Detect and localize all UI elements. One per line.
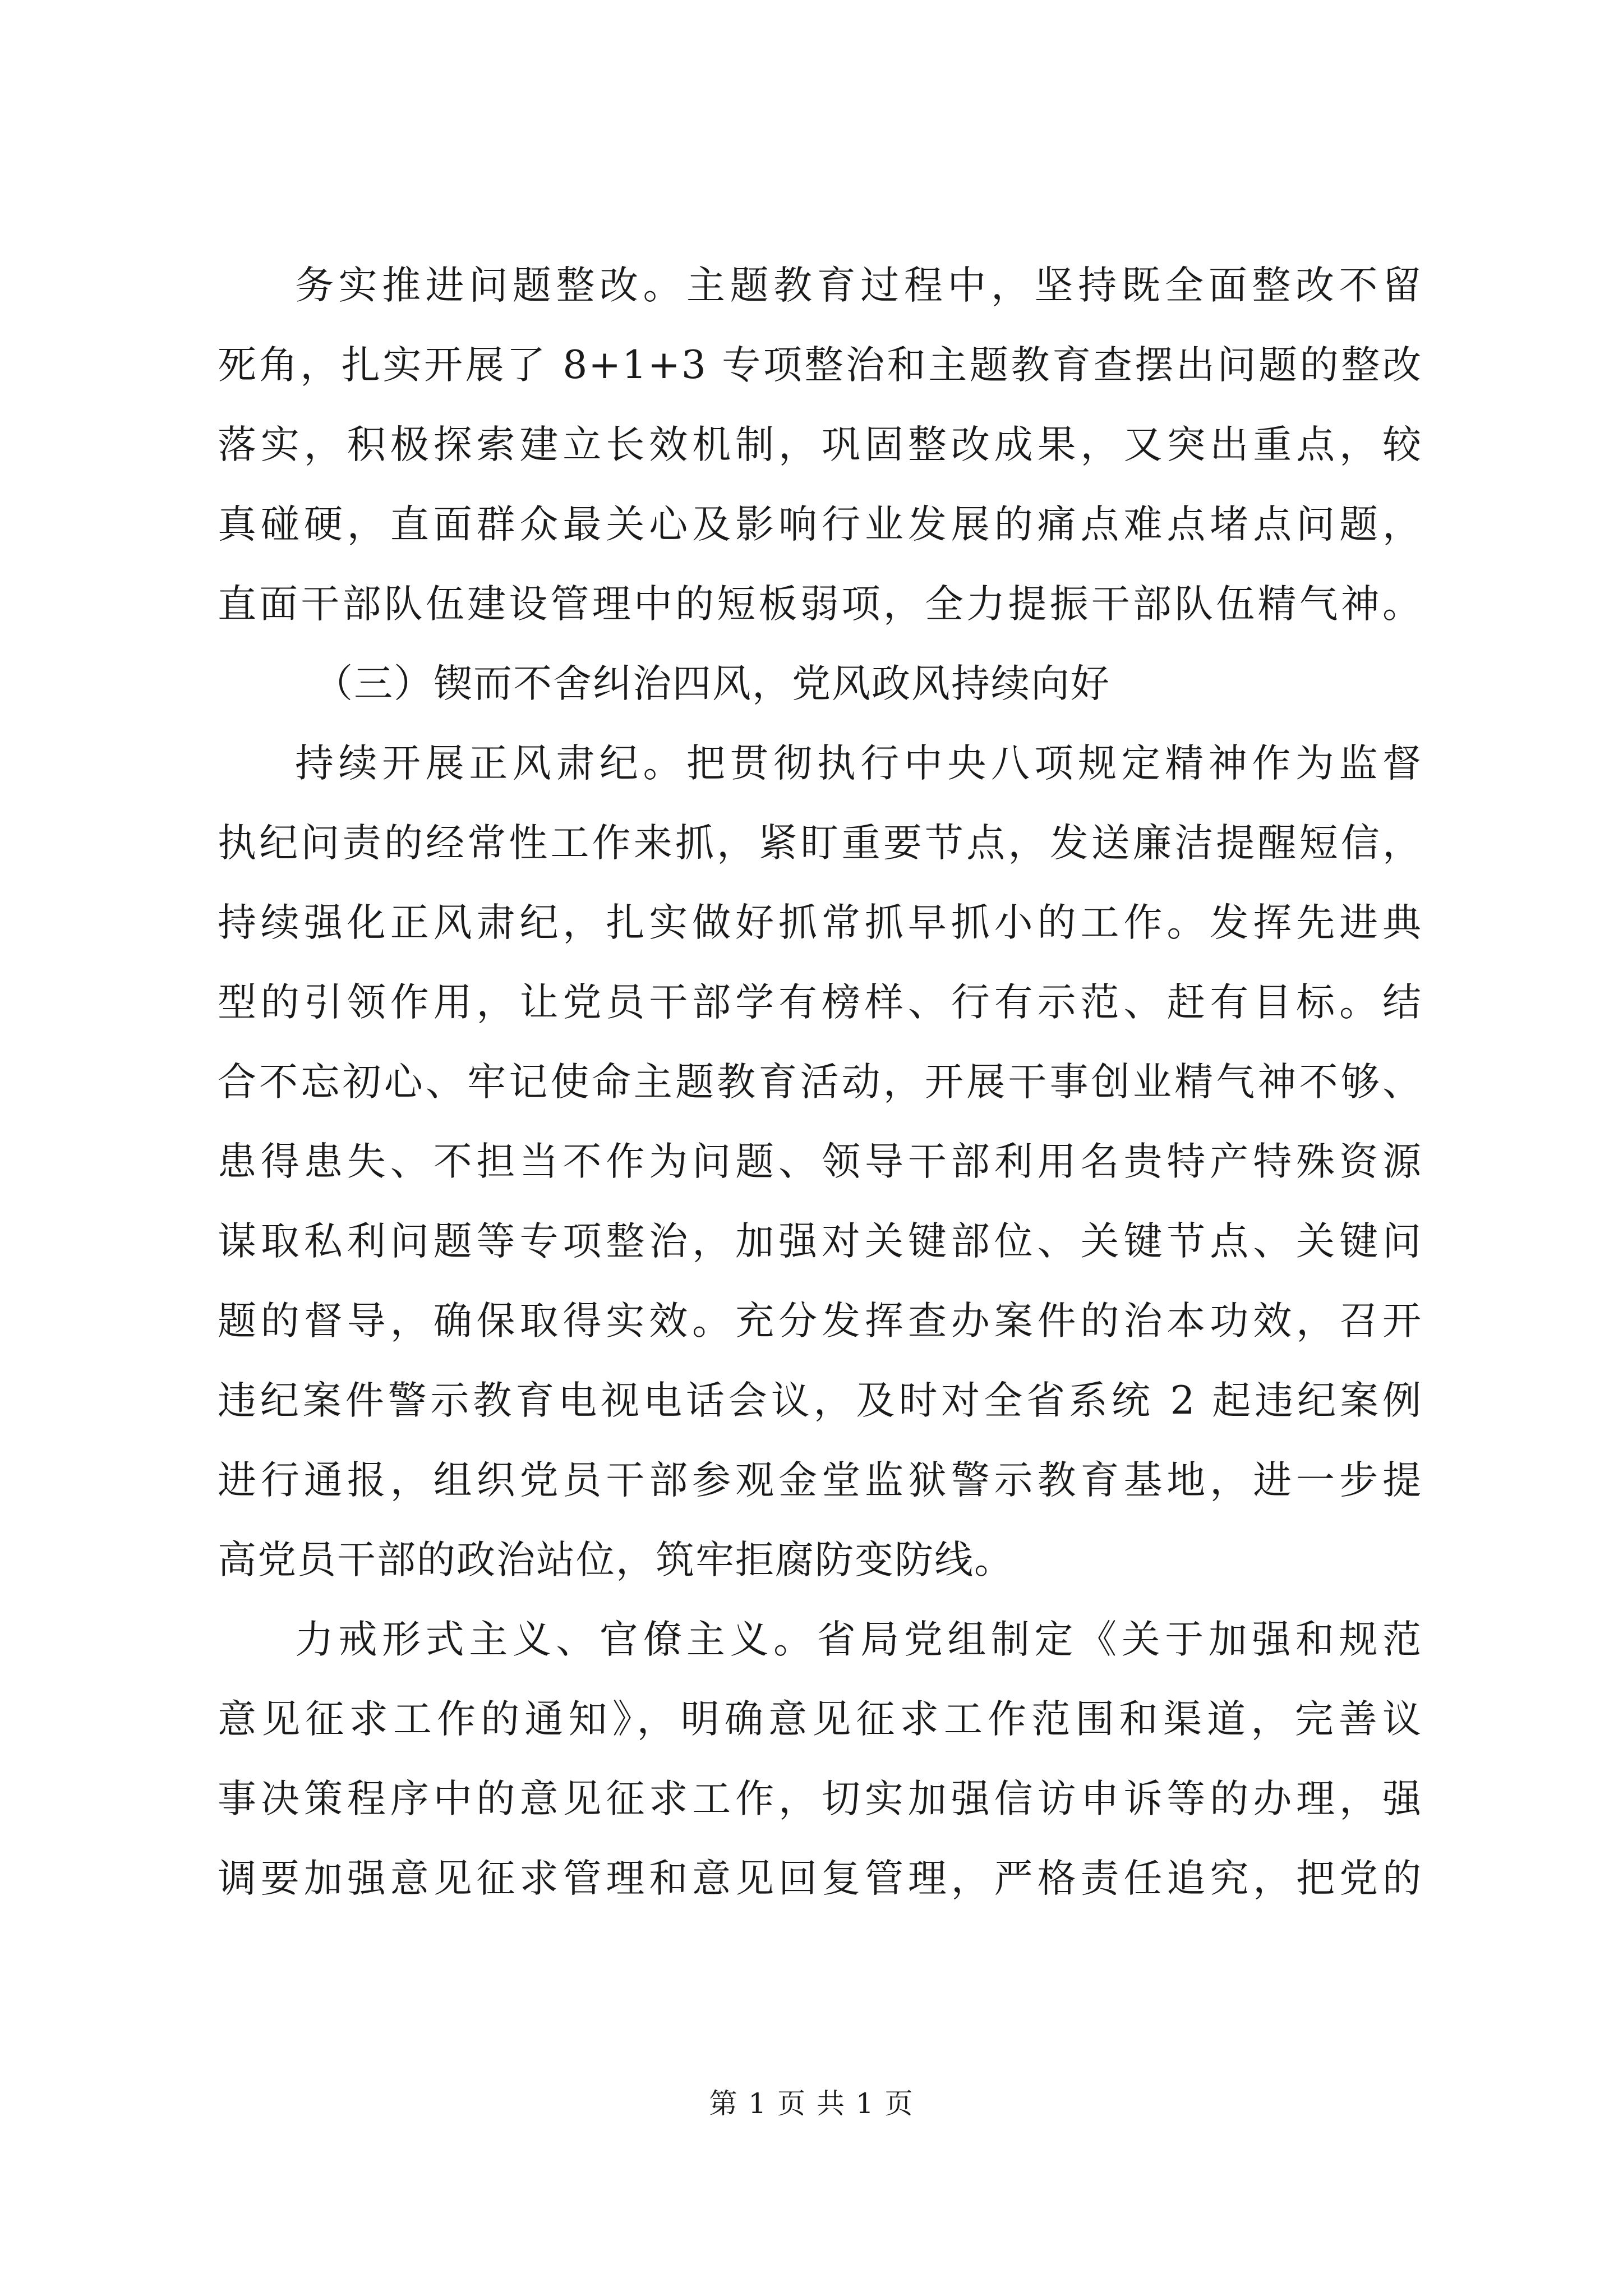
text-line: 意见征求工作的通知》，明确意见征求工作范围和渠道，完善议 xyxy=(218,1697,1422,1742)
text-line: 调要加强意见征求管理和意见回复管理，严格责任追究，把党的 xyxy=(218,1856,1422,1901)
text-line: 谋取私利问题等专项整治，加强对关键部位、关键节点、关键问 xyxy=(218,1219,1422,1264)
text-line: 患得患失、不担当不作为问题、领导干部利用名贵特产特殊资源 xyxy=(218,1139,1422,1184)
text-line: 务实推进问题整改。主题教育过程中，坚持既全面整改不留 xyxy=(295,263,1422,308)
text-line: 直面干部队伍建设管理中的短板弱项，全力提振干部队伍精气神。 xyxy=(218,582,1422,627)
text-line: 落实，积极探索建立长效机制，巩固整改成果，又突出重点，较 xyxy=(218,422,1422,467)
text-line: 违纪案件警示教育电视电话会议，及时对全省系统 2 起违纪案例 xyxy=(218,1378,1422,1423)
text-line: 真碰硬，直面群众最关心及影响行业发展的痛点难点堵点问题， xyxy=(218,502,1422,547)
text-line: 力戒形式主义、官僚主义。省局党组制定《关于加强和规范 xyxy=(295,1617,1422,1662)
text-line: 死角，扎实开展了 8+1+3 专项整治和主题教育查摆出问题的整改 xyxy=(218,343,1422,388)
text-line: 持续开展正风肃纪。把贯彻执行中央八项规定精神作为监督 xyxy=(295,741,1422,786)
text-line: 进行通报，组织党员干部参观金堂监狱警示教育基地，进一步提 xyxy=(218,1458,1422,1503)
text-line: 持续强化正风肃纪，扎实做好抓常抓早抓小的工作。发挥先进典 xyxy=(218,900,1422,945)
text-line: 题的督导，确保取得实效。充分发挥查办案件的治本功效，召开 xyxy=(218,1299,1422,1343)
text-line: 执纪问责的经常性工作来抓，紧盯重要节点，发送廉洁提醒短信， xyxy=(218,821,1422,866)
text-line: 型的引领作用，让党员干部学有榜样、行有示范、赶有目标。结 xyxy=(218,980,1422,1025)
text-line: 高党员干部的政治站位，筑牢拒腐防变防线。 xyxy=(218,1538,1014,1582)
page-footer: 第 1 页 共 1 页 xyxy=(709,2087,914,2120)
text-line: 合不忘初心、牢记使命主题教育活动，开展干事创业精气神不够、 xyxy=(218,1060,1422,1105)
document-body xyxy=(218,246,1422,1918)
text-line: 事决策程序中的意见征求工作，切实加强信访申诉等的办理，强 xyxy=(218,1777,1422,1821)
section-heading: （三）锲而不舍纠治四风，党风政风持续向好 xyxy=(314,661,1110,706)
